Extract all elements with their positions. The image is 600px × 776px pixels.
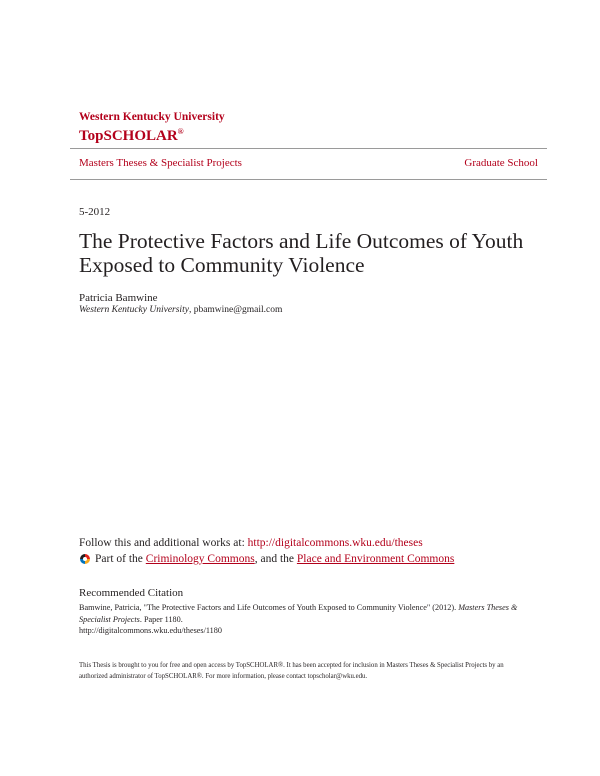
collection-link[interactable]: Masters Theses & Specialist Projects <box>79 157 242 169</box>
citation-series: Masters Theses & Specialist Projects <box>79 603 518 624</box>
follow-prefix: Follow this and additional works at: <box>79 537 248 549</box>
follow-line <box>79 537 423 549</box>
citation-text <box>79 602 524 637</box>
department-link[interactable]: Graduate School <box>464 157 538 169</box>
part-of-prefix: Part of the <box>95 553 143 565</box>
header-rule-bottom <box>70 179 547 180</box>
affiliation-institution: Western Kentucky University <box>79 305 189 315</box>
criminology-commons-link[interactable]: Criminology Commons <box>145 553 255 565</box>
footer-notice: This Thesis is brought to you for free and open access by TopSCHOLAR®. It has been accepted for inclusion in Masters Theses & Specialist Projects by an authorized administrator of TopSCHOLAR®. For more information, please contact topscholar@wku.edu. <box>79 662 504 680</box>
header-rule-top <box>70 148 547 149</box>
paper-title <box>79 229 549 277</box>
part-of-line <box>79 553 454 565</box>
citation-url: http://digitalcommons.wku.edu/theses/1180 <box>79 626 222 635</box>
author-name: Patricia Bamwine <box>79 292 158 304</box>
repository-label: TopSCHOLAR <box>79 128 178 144</box>
part-of-mid: , and the <box>254 553 295 565</box>
citation-part-2: . Paper 1180. <box>139 614 183 624</box>
registered-mark: ® <box>177 127 184 136</box>
author-affiliation <box>79 305 282 315</box>
digital-commons-logo-icon <box>79 553 91 565</box>
author-email: , pbamwine@gmail.com <box>188 305 283 315</box>
repository-name[interactable] <box>79 124 225 144</box>
follow-url-link[interactable]: http://digitalcommons.wku.edu/theses <box>247 537 423 549</box>
citation-heading: Recommended Citation <box>79 587 184 599</box>
title-line-1: The Protective Factors and Life Outcomes of Youth <box>79 229 524 253</box>
citation-part-1: Bamwine, Patricia, "The Protective Factors and Life Outcomes of Youth Exposed to Community Violence" (2012). <box>79 603 459 612</box>
place-environment-commons-link[interactable]: Place and Environment Commons <box>296 553 455 565</box>
publication-date: 5-2012 <box>79 206 111 218</box>
university-name[interactable]: Western Kentucky University <box>79 111 225 123</box>
institution-block <box>79 111 225 144</box>
title-line-2: Exposed to Community Violence <box>79 253 365 277</box>
